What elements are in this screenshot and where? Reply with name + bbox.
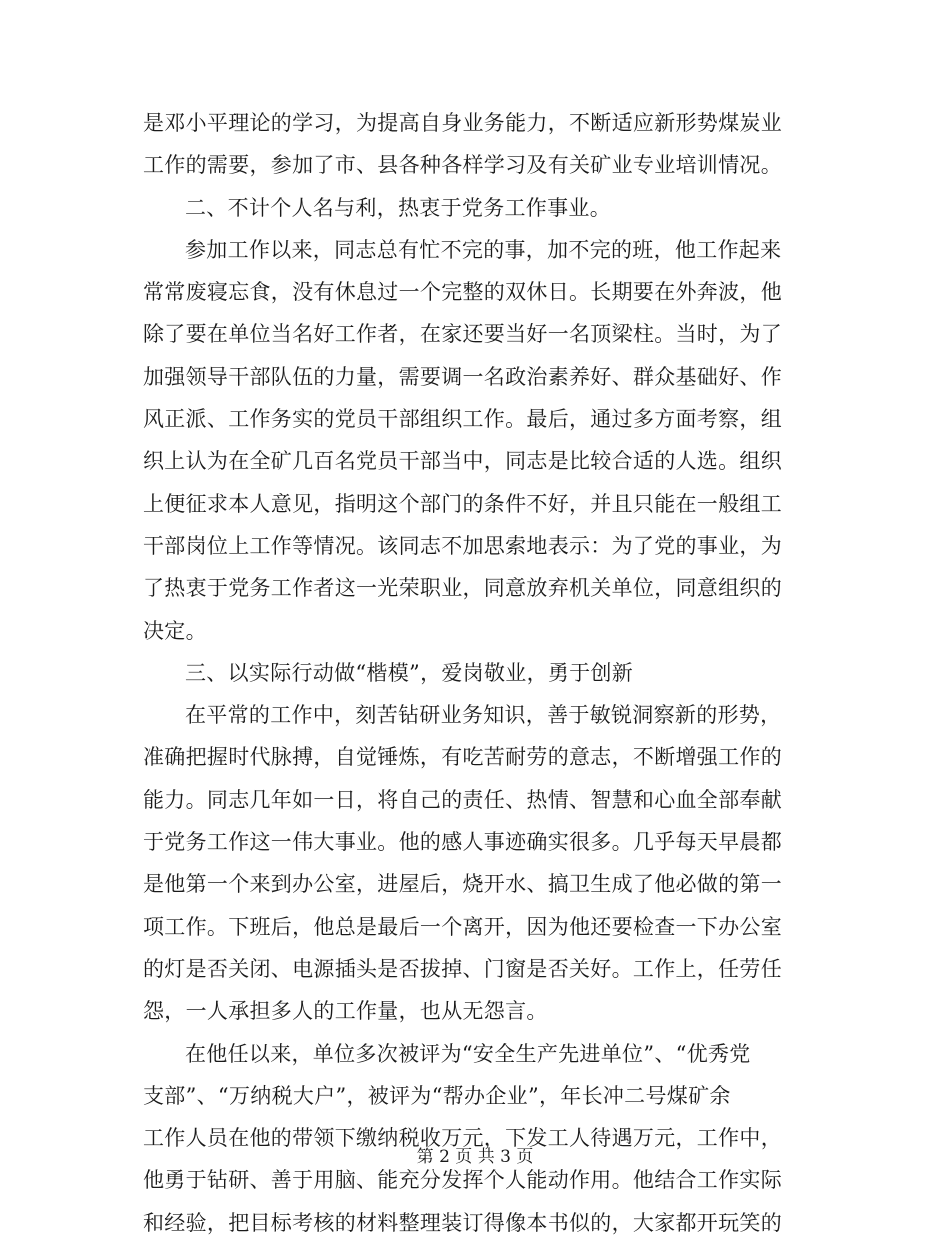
text-line: 他勇于钻研、善于用脑、能充分发挥个人能动作用。他结合工作实际	[143, 1168, 782, 1193]
document-body	[143, 102, 803, 1244]
text-line: 参加工作以来，同志总有忙不完的事，加不完的班，他工作起来	[185, 237, 782, 262]
text-line: 织上认为在全矿几百名党员干部当中，同志是比较合适的人选。组织	[143, 449, 782, 474]
text-line: 除了要在单位当名好工作者，在家还要当好一名顶梁柱。当时，为了	[143, 322, 782, 347]
page-number-footer: 第 2 页 共 3 页	[416, 1147, 534, 1167]
text-line: 加强领导干部队伍的力量，需要调一名政治素养好、群众基础好、作	[143, 364, 782, 389]
text-line: 和经验，把目标考核的材料整理装订得像本书似的，大家都开玩笑的	[143, 1210, 782, 1235]
text-line: 在平常的工作中，刻苦钻研业务知识，善于敏锐洞察新的形势，	[185, 703, 782, 728]
text-line: 工作人员在他的带领下缴纳税收万元，下发工人待遇万元，工作中，	[143, 1126, 782, 1151]
text-line: 的灯是否关闭、电源插头是否拔掉、门窗是否关好。工作上，任劳任	[143, 956, 782, 981]
text-line: 常常废寝忘食，没有休息过一个完整的双休日。长期要在外奔波，他	[143, 280, 782, 305]
text-line: 工作的需要，参加了市、县各种各样学习及有关矿业专业培训情况。	[143, 153, 782, 178]
text-line: 项工作。下班后，他总是最后一个离开，因为他还要检查一下办公室	[143, 914, 782, 939]
text-line: 干部岗位上工作等情况。该同志不加思索地表示：为了党的事业，为	[143, 533, 782, 558]
text-line: 了热衷于党务工作者这一光荣职业，同意放弃机关单位，同意组织的	[143, 576, 782, 601]
text-line: 能力。同志几年如一日，将自己的责任、热情、智慧和心血全部奉献	[143, 787, 782, 812]
text-line: 上便征求本人意见，指明这个部门的条件不好，并且只能在一般组工	[143, 491, 782, 516]
text-line: 是他第一个来到办公室，进屋后，烧开水、搞卫生成了他必做的第一	[143, 872, 782, 897]
text-line: 于党务工作这一伟大事业。他的感人事迹确实很多。几乎每天早晨都	[143, 830, 782, 855]
text-line: 风正派、工作务实的党员干部组织工作。最后，通过多方面考察，组	[143, 407, 782, 432]
text-line: 是邓小平理论的学习，为提高自身业务能力，不断适应新形势煤炭业	[143, 111, 782, 135]
text-line: 支部”、“万纳税大户”，被评为“帮办企业”，年长冲二号煤矿余	[143, 1083, 731, 1108]
text-line: 决定。	[143, 618, 207, 643]
section-heading: 二、不计个人名与利，热衷于党务工作事业。	[185, 195, 611, 220]
section-heading: 三、以实际行动做“楷模”，爱岗敬业，勇于创新	[185, 660, 634, 685]
text-line: 怨，一人承担多人的工作量，也从无怨言。	[143, 999, 548, 1024]
text-line: 准确把握时代脉搏，自觉锤炼，有吃苦耐劳的意志，不断增强工作的	[143, 745, 782, 770]
text-line: 在他任以来，单位多次被评为“安全生产先进单位”、“优秀党	[185, 1041, 751, 1066]
